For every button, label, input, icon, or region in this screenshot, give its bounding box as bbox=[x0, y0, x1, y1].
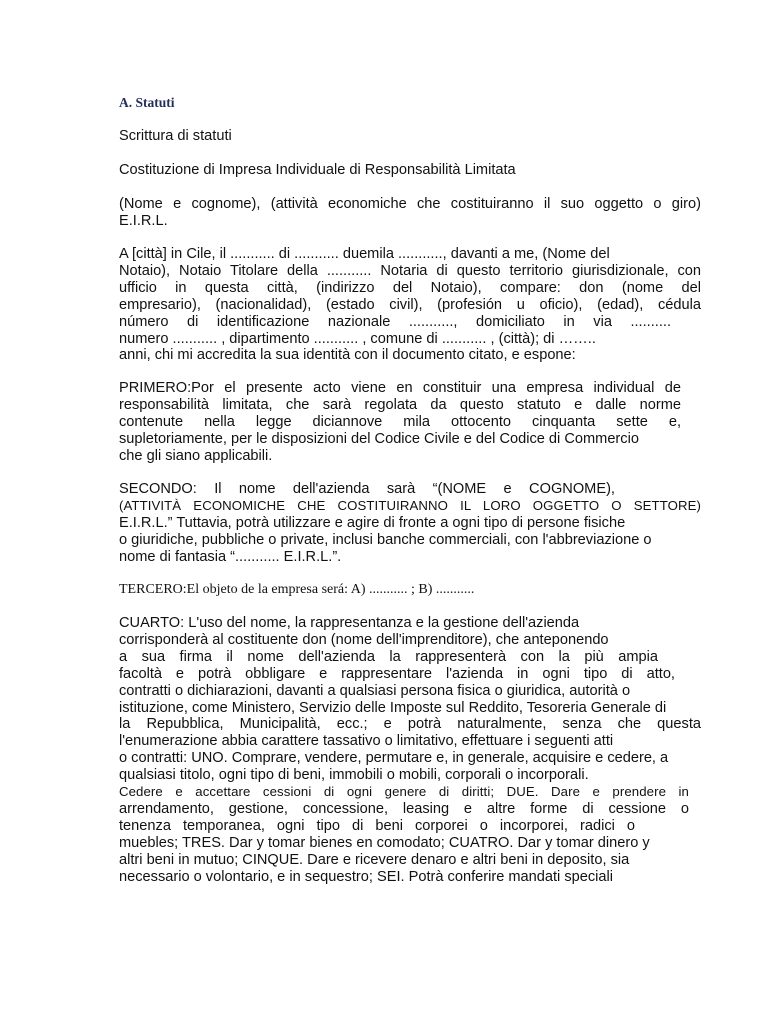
intro-line: anni, chi mi accredita la sua identità con il documento citato, e espone: bbox=[119, 347, 576, 364]
primero-line: PRIMERO:Por el presente acto viene en constituir una empresa individual de bbox=[119, 380, 681, 396]
cuarto-line: contratti o dichiarazioni, davanti a qualsiasi persona fisica o giuridica, autorità o bbox=[119, 682, 631, 699]
header-line: (Nome e cognome), (attività economiche che costituiranno il suo oggetto o giro) bbox=[119, 196, 701, 212]
secondo-line: o giuridiche, pubbliche o private, inclusi banche commerciali, con l'abbreviazione o bbox=[119, 531, 652, 548]
cuarto-line: corrisponderà al costituente don (nome dell'imprenditore), che anteponendo bbox=[119, 631, 609, 648]
primero-paragraph bbox=[119, 380, 701, 465]
intro-line: A [città] in Cile, il ........... di ........... duemila ..........., davanti a me, (Nome del bbox=[119, 246, 610, 262]
cuarto-line: a sua firma il nome dell'azienda la rappresenterà con la più ampia bbox=[119, 648, 658, 665]
cuarto-line: tenenza temporanea, ogni tipo di beni corporei o incorporei, radici o bbox=[119, 817, 635, 834]
cuarto-line: o contratti: UNO. Comprare, vendere, permutare e, in generale, acquisire e cedere, a bbox=[119, 750, 669, 767]
secondo-paragraph bbox=[119, 481, 701, 566]
cuarto-line: la Repubblica, Municipalità, ecc.; e potrà naturalmente, senza che questa bbox=[119, 716, 701, 733]
primero-line: supletoriamente, per le disposizioni del Codice Civile e del Codice di Commercio bbox=[119, 430, 639, 447]
tercero-line: TERCERO:El objeto de la empresa será: A) ........... ; B) ........... bbox=[119, 582, 475, 597]
secondo-line: SECONDO: Il nome dell'azienda sarà “(NOME e COGNOME), bbox=[119, 481, 615, 497]
section-heading: A. Statuti bbox=[119, 95, 175, 110]
cuarto-line: istituzione, come Ministero, Servizio delle Imposte sul Reddito, Tesoreria Generale di bbox=[119, 699, 667, 716]
secondo-line: (ATTIVITÀ ECONOMICHE CHE COSTITUIRANNO IL LORO OGGETTO O SETTORE) bbox=[119, 497, 701, 513]
cuarto-line: arrendamento, gestione, concessione, leasing e altre forme di cessione o bbox=[119, 800, 689, 817]
cuarto-line: necessario o volontario, e in sequestro; SEI. Potrà conferire mandati speciali bbox=[119, 868, 614, 885]
cuarto-line: muebles; TRES. Dar y tomar bienes en comodato; CUATRO. Dar y tomar dinero y bbox=[119, 834, 650, 851]
intro-line: Notaio), Notaio Titolare della ........... Notaria di questo territorio giurisdizionale, con bbox=[119, 262, 701, 279]
cuarto-line: altri beni in mutuo; CINQUE. Dare e ricevere denaro e altri beni in deposito, sia bbox=[119, 851, 630, 868]
primero-line: contenute nella legge diciannove mila ottocento cinquanta sette e, bbox=[119, 413, 681, 430]
intro-line: empresario), (nacionalidad), (estado civil), (profesión u oficio), (edad), cédula bbox=[119, 296, 701, 313]
cuarto-paragraph bbox=[119, 615, 701, 886]
cuarto-line: facoltà e potrà obbligare e rappresentare l'azienda in ogni tipo di atto, bbox=[119, 665, 675, 682]
document-subtitle: Scrittura di statuti bbox=[119, 128, 232, 144]
cuarto-line: l'enumerazione abbia carattere tassativo o limitativo, effettuare i seguenti atti bbox=[119, 733, 614, 750]
cuarto-line: qualsiasi titolo, ogni tipo di beni, immobili o mobili, corporali o incorporali. bbox=[119, 767, 589, 784]
document-title: Costituzione di Impresa Individuale di Responsabilità Limitata bbox=[119, 162, 516, 178]
cuarto-line: Cedere e accettare cessioni di ogni genere di diritti; DUE. Dare e prendere in bbox=[119, 784, 689, 800]
intro-paragraph bbox=[119, 246, 701, 364]
intro-line: ufficio in questa città, (indirizzo del Notaio), compare: don (nome del bbox=[119, 279, 701, 296]
header-paragraph bbox=[119, 196, 701, 230]
primero-line: che gli siano applicabili. bbox=[119, 447, 273, 464]
secondo-line: E.I.R.L.” Tuttavia, potrà utilizzare e agire di fronte a ogni tipo di persone fisiche bbox=[119, 514, 626, 531]
intro-line: numero ........... , dipartimento ........... , comune di ........... , (città); di …….. bbox=[119, 330, 596, 347]
header-line: E.I.R.L. bbox=[119, 212, 168, 229]
intro-line: número di identificazione nazionale ..........., domiciliato in via .......... bbox=[119, 313, 671, 330]
primero-line: responsabilità limitata, che sarà regolata da questo statuto e dalle norme bbox=[119, 396, 681, 413]
cuarto-line: CUARTO: L'uso del nome, la rappresentanza e la gestione dell'azienda bbox=[119, 615, 580, 631]
secondo-line: nome di fantasia “........... E.I.R.L.”. bbox=[119, 548, 342, 565]
